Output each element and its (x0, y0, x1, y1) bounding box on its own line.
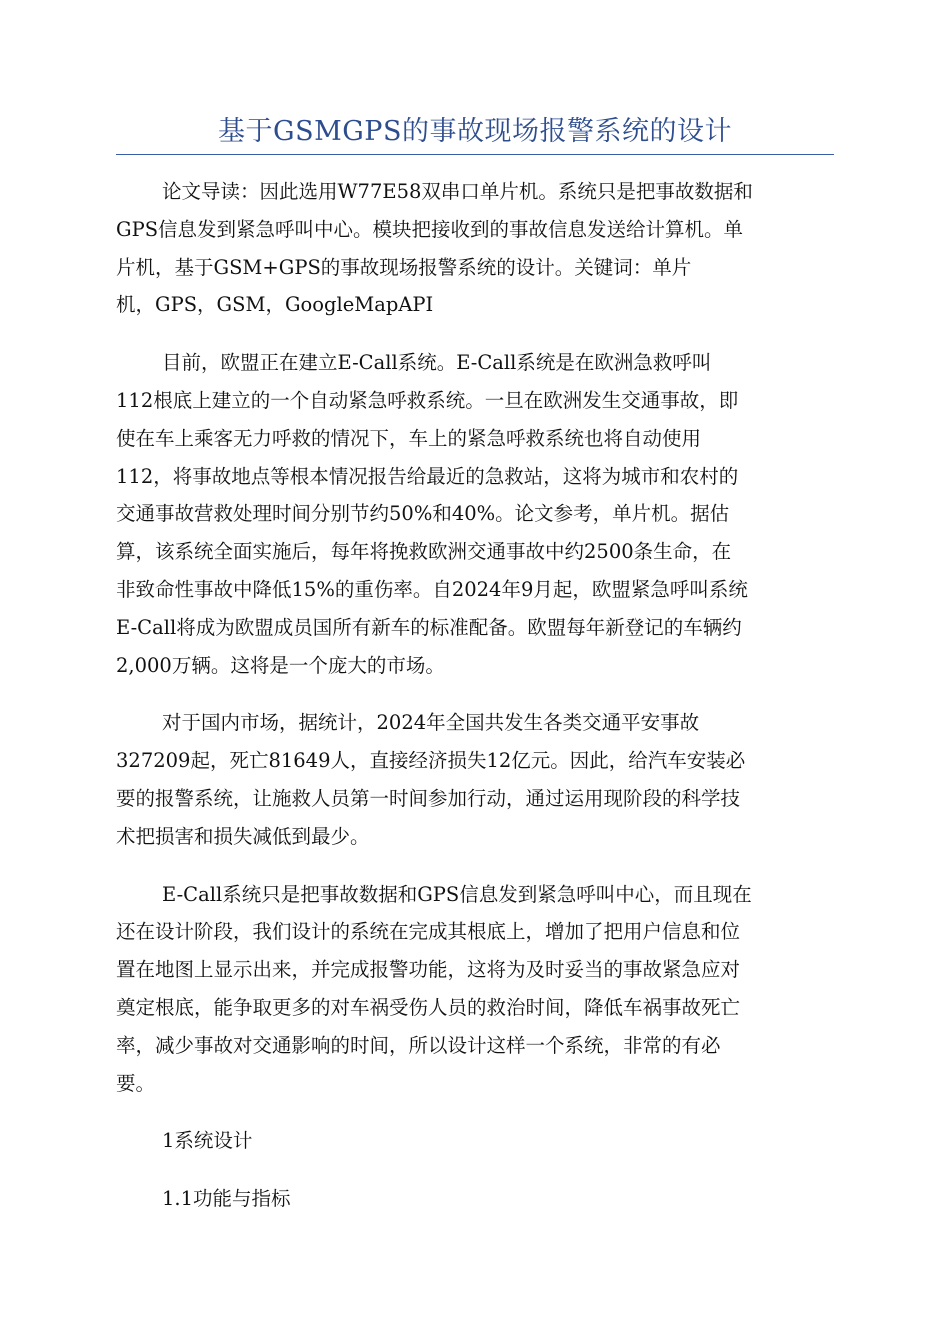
text-line: 要的报警系统，让施救人员第一时间参加行动，通过运用现阶段的科学技 (116, 786, 741, 810)
text-line: 目前，欧盟正在建立E-Call系统。E-Call系统是在欧洲急救呼叫 (162, 351, 712, 375)
text-line: 使在车上乘客无力呼救的情况下，车上的紧急呼救系统也将自动使用 (116, 426, 702, 450)
text-line: 327209起，死亡81649人，直接经济损失12亿元。因此，给汽车安装必 (116, 749, 746, 773)
text-line: 术把损害和损失减低到最少。 (116, 824, 370, 848)
text-line: 论文导读：因此选用W77E58双串口单片机。系统只是把事故数据和 (162, 180, 753, 203)
text-line: 交通事故营救处理时间分别节约50%和40%。论文参考，单片机。据估 (116, 502, 730, 526)
text-line: GPS信息发到紧急呼叫中心。模块把接收到的事故信息发送给计算机。单 (116, 217, 744, 241)
paragraph-system-motivation (116, 876, 836, 1103)
subsection-heading: 1.1功能与指标 (162, 1187, 291, 1211)
text-line: E-Call系统只是把事故数据和GPS信息发到紧急呼叫中心，而且现在 (162, 882, 752, 906)
text-line: 片机，基于GSM+GPS的事故现场报警系统的设计。关键词：单片 (116, 255, 692, 279)
paragraph-abstract (116, 173, 836, 324)
text-line: 112根底上建立的一个自动紧急呼救系统。一旦在欧洲发生交通事故，即 (116, 388, 739, 412)
text-line: 置在地图上显示出来，并完成报警功能，这将为及时妥当的事故紧急应对 (116, 958, 741, 982)
text-line: 还在设计阶段，我们设计的系统在完成其根底上，增加了把用户信息和位 (116, 920, 741, 944)
text-line: 对于国内市场，据统计，2024年全国共发生各类交通平安事故 (162, 711, 700, 735)
paragraph-domestic-market (116, 704, 836, 855)
text-line: 率，减少事故对交通影响的时间，所以设计这样一个系统，非常的有必 (116, 1033, 721, 1057)
title-underline (116, 154, 834, 155)
text-line: 112，将事故地点等根本情况报告给最近的急救站，这将为城市和农村的 (116, 464, 739, 488)
text-line: 要。 (116, 1071, 156, 1095)
text-line: 非致命性事故中降低15%的重伤率。自2024年9月起，欧盟紧急呼叫系统 (116, 577, 748, 601)
document-title: 基于GSMGPS的事故现场报警系统的设计 (218, 116, 732, 147)
paragraph-ecall-eu (116, 344, 836, 684)
text-line: E-Call将成为欧盟成员国所有新车的标准配备。欧盟每年新登记的车辆约 (116, 615, 742, 639)
text-line: 机，GPS，GSM，GoogleMapAPI (116, 293, 434, 317)
section-heading: 1系统设计 (162, 1129, 253, 1153)
text-line: 2,000万辆。这将是一个庞大的市场。 (116, 653, 445, 677)
text-line: 算，该系统全面实施后，每年将挽救欧洲交通事故中约2500条生命，在 (116, 540, 732, 564)
text-line: 奠定根底，能争取更多的对车祸受伤人员的救治时间，降低车祸事故死亡 (116, 995, 741, 1019)
document-body (116, 173, 836, 1238)
